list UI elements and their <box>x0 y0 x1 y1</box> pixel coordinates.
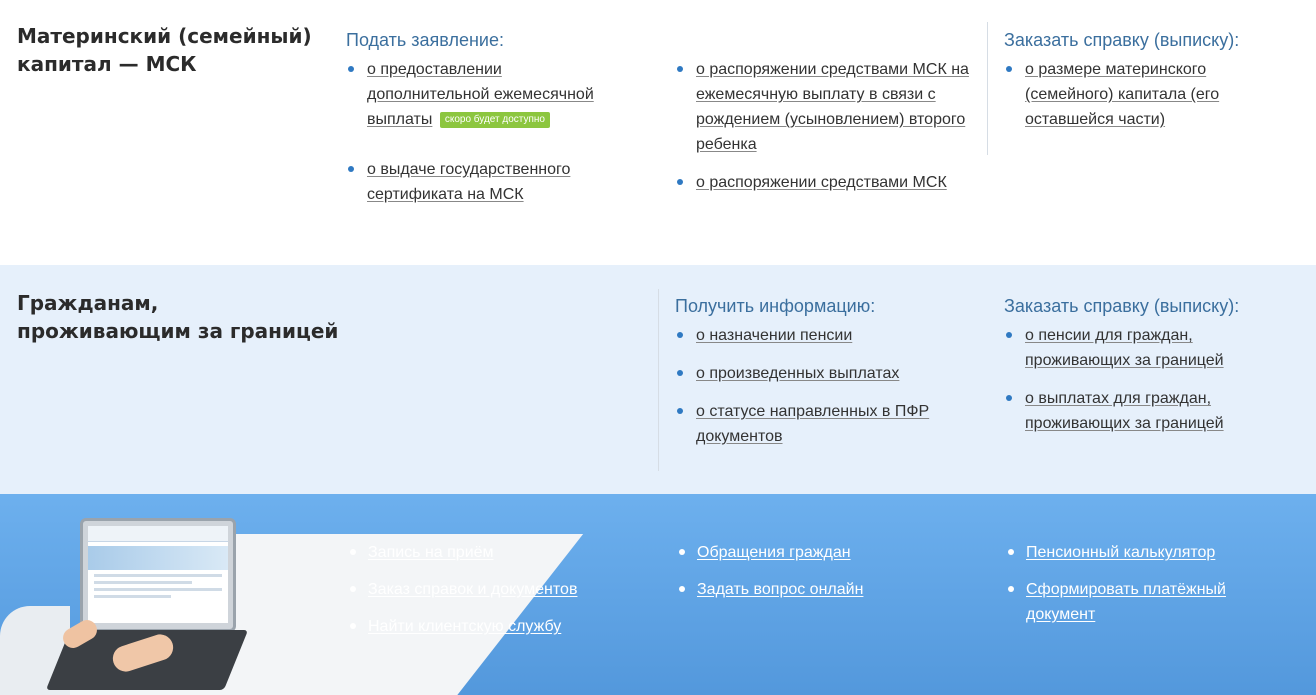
footer-list-1 <box>348 540 638 651</box>
abroad-info-documents-link[interactable]: о статусе направленных в ПФР документов <box>696 403 930 445</box>
ask-question-link[interactable]: Задать вопрос онлайн <box>697 581 864 598</box>
list-item <box>346 57 626 132</box>
abroad-title <box>17 289 338 345</box>
find-client-service-link[interactable]: Найти клиентскую службу <box>368 618 562 635</box>
msk-order-heading: Заказать справку (выписку): <box>1004 30 1240 50</box>
abroad-info-payments-link[interactable]: о произведенных выплатах <box>696 365 900 382</box>
laptop-icon <box>80 518 236 632</box>
abroad-title-line1: Гражданам, <box>17 291 159 315</box>
pension-calculator-link[interactable]: Пенсионный калькулятор <box>1026 544 1216 561</box>
list-item <box>675 57 975 157</box>
msk-order-capital-size-link[interactable]: о размере материнского (семейного) капитала (его оставшейся части) <box>1025 61 1220 128</box>
msk-section <box>0 0 1316 265</box>
list-item <box>675 361 975 386</box>
list-item <box>1006 540 1256 565</box>
list-item <box>1006 577 1256 627</box>
list-item <box>677 540 967 565</box>
msk-title-line2: капитал — МСК <box>17 52 197 76</box>
list-item <box>675 170 975 195</box>
payment-document-link[interactable]: Сформировать платёжный документ <box>1026 581 1226 623</box>
list-item <box>348 577 638 602</box>
divider <box>658 289 659 471</box>
divider <box>987 22 988 155</box>
abroad-order-pension-link[interactable]: о пенсии для граждан, проживающих за границей <box>1025 327 1224 369</box>
list-item <box>1004 386 1254 436</box>
footer-list-3 <box>1006 540 1256 639</box>
abroad-section <box>0 265 1316 494</box>
coming-soon-badge: скоро будет доступно <box>440 112 550 128</box>
msk-title-line1: Материнский (семейный) <box>17 24 312 48</box>
list-item <box>677 577 967 602</box>
list-item <box>1004 57 1244 132</box>
list-item <box>348 540 638 565</box>
footer-list-2 <box>677 540 967 614</box>
msk-apply-heading: Подать заявление: <box>346 30 504 50</box>
services-footer <box>0 494 1316 695</box>
laptop-screen <box>88 526 228 623</box>
list-item <box>675 399 975 449</box>
msk-apply-list-1 <box>346 57 626 220</box>
list-item <box>348 614 638 639</box>
msk-title <box>17 22 312 78</box>
abroad-order-payments-link[interactable]: о выплатах для граждан, проживающих за границей <box>1025 390 1224 432</box>
msk-order-list <box>1004 57 1244 145</box>
order-documents-link[interactable]: Заказ справок и документов <box>368 581 578 598</box>
abroad-info-heading: Получить информацию: <box>675 296 876 316</box>
list-item <box>675 323 975 348</box>
citizen-appeals-link[interactable]: Обращения граждан <box>697 544 851 561</box>
list-item <box>1004 323 1254 373</box>
msk-apply-list-2 <box>675 57 975 208</box>
msk-dispose-monthly-link[interactable]: о распоряжении средствами МСК на ежемесячную выплату в связи с рождением (усыновлением) второго ребенка <box>696 61 969 153</box>
abroad-order-heading: Заказать справку (выписку): <box>1004 296 1240 316</box>
abroad-order-list <box>1004 323 1254 449</box>
msk-apply-certificate-link[interactable]: о выдаче государственного сертификата на МСК <box>367 161 571 203</box>
abroad-info-list <box>675 323 975 462</box>
abroad-title-line2: проживающим за границей <box>17 319 339 343</box>
msk-dispose-link[interactable]: о распоряжении средствами МСК <box>696 174 947 191</box>
appointment-link[interactable]: Запись на приём <box>368 544 494 561</box>
abroad-info-pension-link[interactable]: о назначении пенсии <box>696 327 853 344</box>
list-item <box>346 157 626 207</box>
msk-apply-monthly-payment-link[interactable]: о предоставлении дополнительной ежемесячной выплаты <box>367 61 594 128</box>
